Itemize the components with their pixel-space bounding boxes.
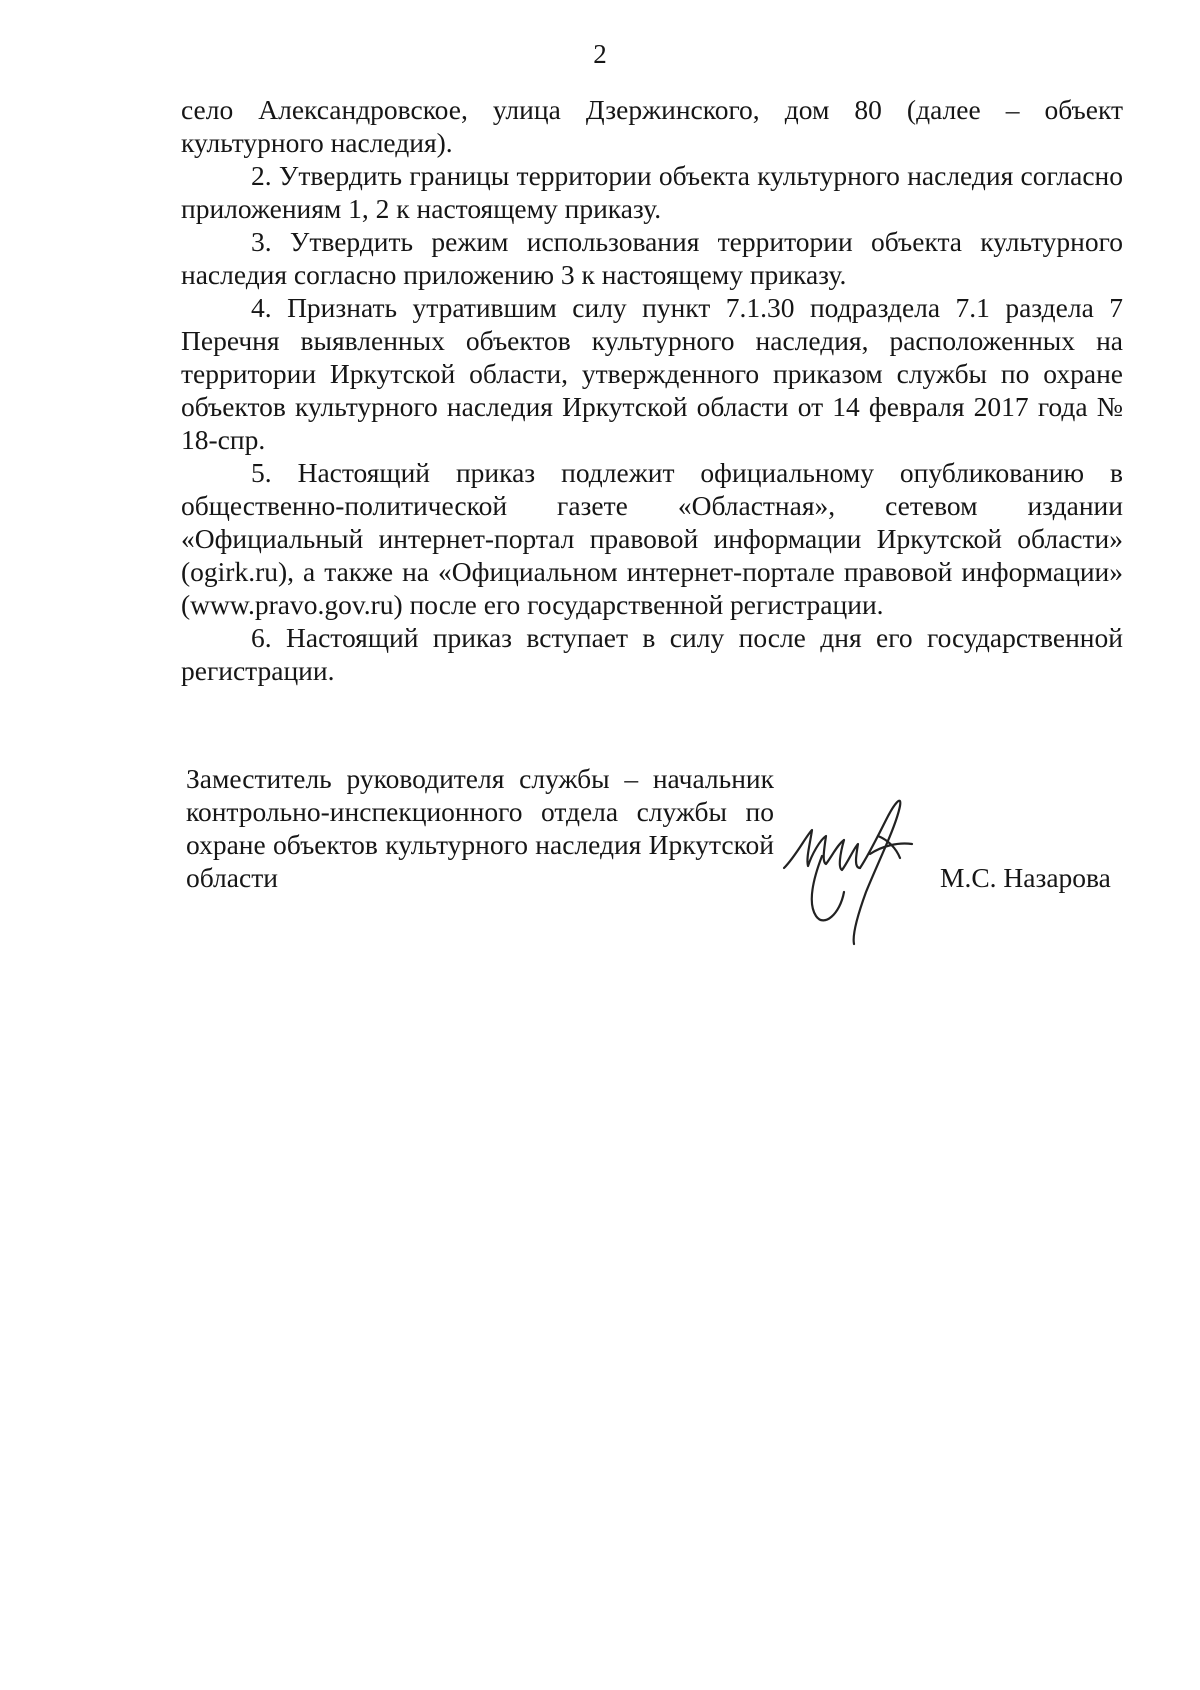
- paragraph-item-5: 5. Настоящий приказ подлежит официальному опубликованию в общественно-политической газете «Областная», сетевом издании «Официальный интернет-портал правовой информации Иркутской области» (ogirk.ru), а также на «Официальном интернет-портале правовой информации» (www.pravo.gov.ru) после его государственной регистрации.: [181, 457, 1123, 620]
- paragraph-item-2: 2. Утвердить границы территории объекта культурного наследия согласно приложениям 1, 2 к настоящему приказу.: [181, 160, 1123, 224]
- signatory-name: М.С. Назарова: [940, 862, 1111, 893]
- handwritten-signature-icon: [782, 796, 932, 946]
- page-number: 2: [593, 39, 607, 69]
- document-body: [181, 93, 1123, 687]
- paragraph-item-6: 6. Настоящий приказ вступает в силу после дня его государственной регистрации.: [181, 622, 1123, 686]
- paragraph-item-3: 3. Утвердить режим использования территории объекта культурного наследия согласно приложению 3 к настоящему приказу.: [181, 226, 1123, 290]
- paragraph-item-4: 4. Признать утратившим силу пункт 7.1.30 подраздела 7.1 раздела 7 Перечня выявленных объектов культурного наследия, расположенных на территории Иркутской области, утвержденного приказом службы по охране объектов культурного наследия Иркутской области от 14 февраля 2017 года № 18-спр.: [181, 292, 1123, 455]
- signatory-position: [186, 762, 774, 894]
- paragraph-continuation: село Александровское, улица Дзержинского, дом 80 (далее – объект культурного наследия).: [181, 94, 1123, 158]
- signatory-position-text: Заместитель руководителя службы – начальник контрольно-инспекционного отдела службы по охране объектов культурного наследия Иркутской области: [186, 763, 774, 893]
